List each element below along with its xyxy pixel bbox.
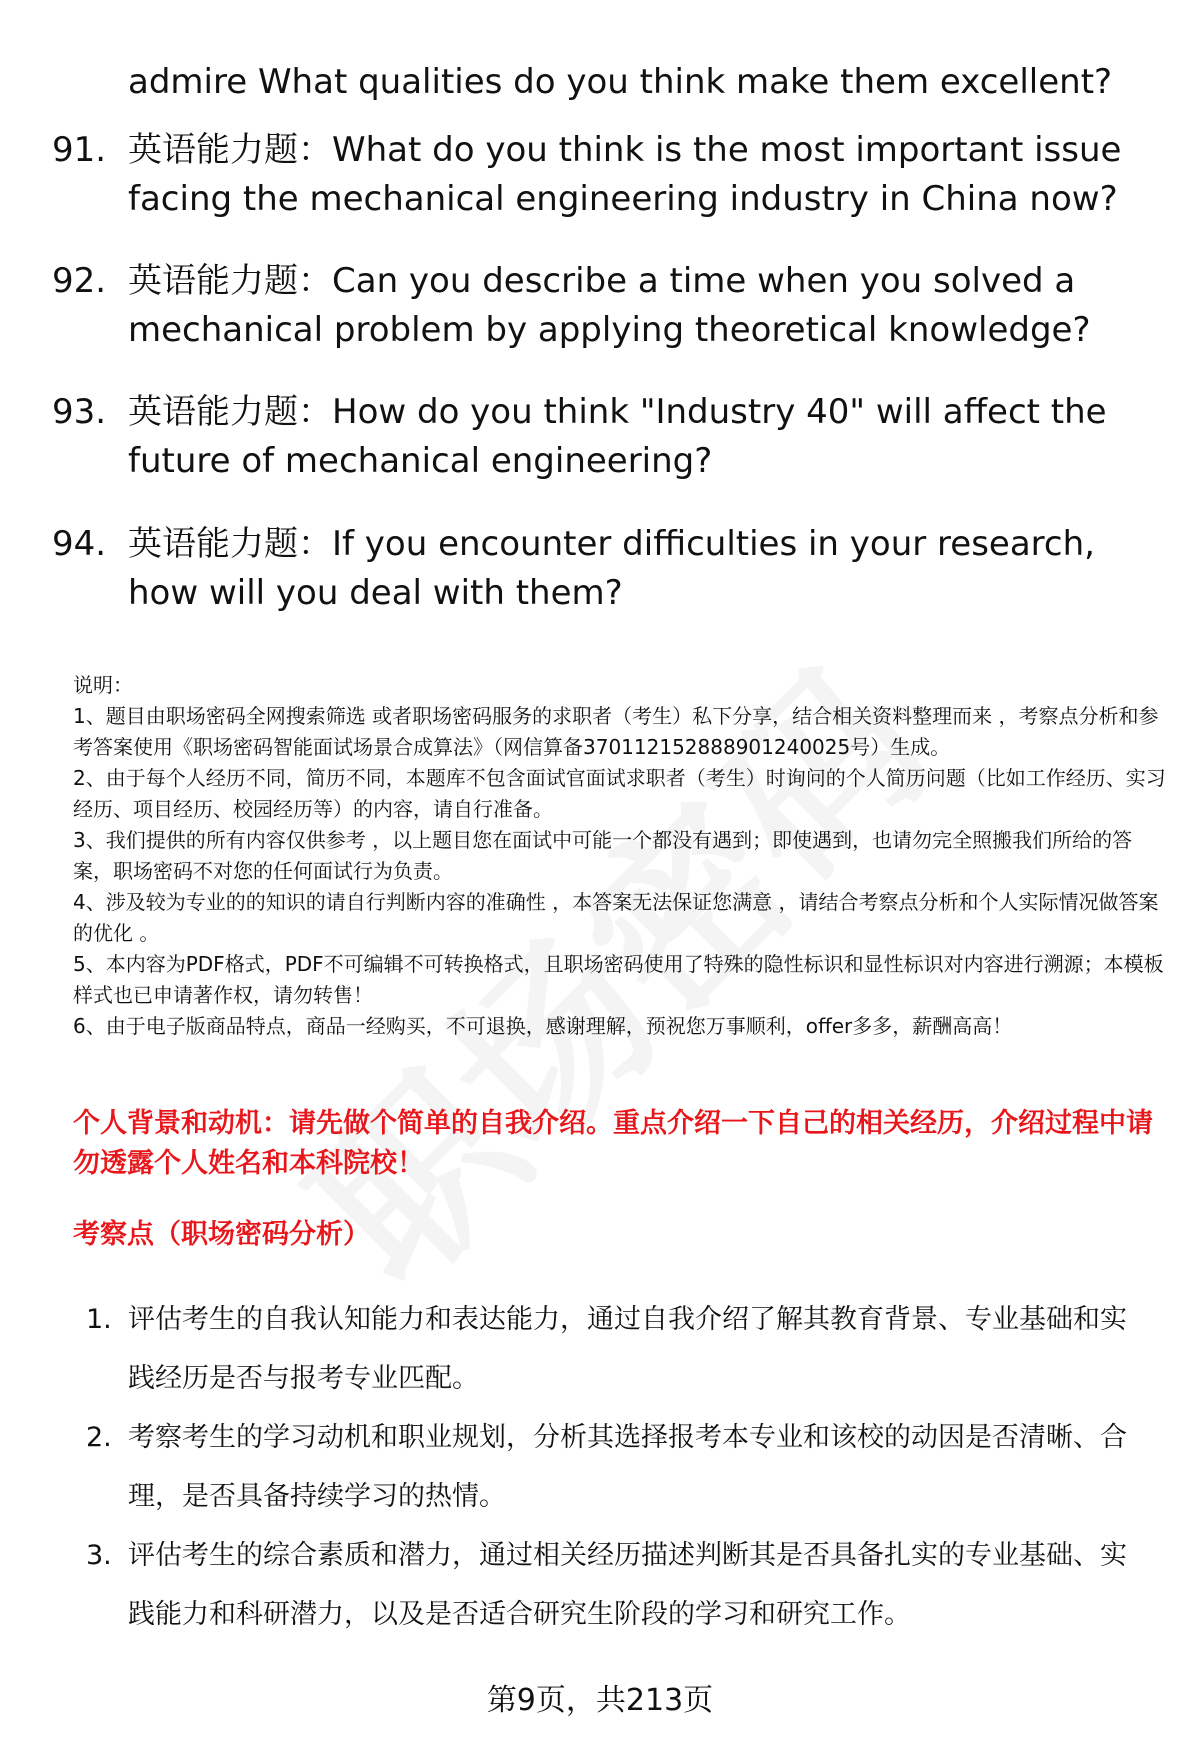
note-item: 2、由于每个人经历不同，简历不同，本题库不包含面试官面试求职者（考生）时询问的个人简历问题（比如工作经历、实习经历、项目经历、校园经历等）的内容，请自行准备。 (73, 766, 1166, 821)
question-text: 英语能力题：If you encounter difficulties in your research, how will you deal with them? (128, 524, 1095, 613)
analysis-item (0, 1290, 1148, 1408)
item-number: 2. (86, 1422, 112, 1453)
page-footer: 第9页，共213页 (486, 1683, 714, 1718)
notes-section (73, 670, 1168, 1042)
item-text: 考察考生的学习动机和职业规划，分析其选择报考本专业和该校的动因是否清晰、合理，是否具备持续学习的热情。 (128, 1422, 1127, 1512)
question-text: 英语能力题：Can you describe a time when you solved a mechanical problem by applying theoretical knowledge? (128, 261, 1091, 350)
question-number: 93. (52, 392, 107, 432)
item-text: 评估考生的自我认知能力和表达能力，通过自我介绍了解其教育背景、专业基础和实践经历是否与报考专业匹配。 (128, 1304, 1127, 1394)
analysis-heading: 考察点（职场密码分析） (73, 1219, 370, 1250)
section-question: 个人背景和动机：请先做个简单的自我介绍。重点介绍一下自己的相关经历，介绍过程中请勿透露个人姓名和本科院校！ (73, 1108, 1153, 1179)
note-item: 4、涉及较为专业的的知识的请自行判断内容的准确性 ，本答案无法保证您满意 ，请结合考察点分析和个人实际情况做答案的优化 。 (73, 890, 1159, 945)
note-item: 6、由于电子版商品特点，商品一经购买，不可退换，感谢理解，预祝您万事顺利，offer多多，薪酬高高！ (73, 1014, 1013, 1038)
analysis-item (0, 1408, 1148, 1526)
note-item: 5、本内容为PDF格式，PDF不可编辑不可转换格式，且职场密码使用了特殊的隐性标识和显性标识对内容进行溯源；本模板样式也已申请著作权，请勿转售！ (73, 952, 1164, 1007)
item-number: 3. (86, 1540, 112, 1571)
analysis-item (0, 1526, 1148, 1644)
question-text: 英语能力题：What do you think is the most important issue facing the mechanical engineering industry in China now? (128, 130, 1122, 219)
analysis-list (0, 1290, 1200, 1644)
item-text: 评估考生的综合素质和潜力，通过相关经历描述判断其是否具备扎实的专业基础、实践能力和科研潜力，以及是否适合研究生阶段的学习和研究工作。 (128, 1540, 1127, 1630)
item-number: 1. (86, 1304, 112, 1335)
note-item: 3、我们提供的所有内容仅供参考 ，以上题目您在面试中可能一个都没有遇到；即使遇到，也请勿完全照搬我们所给的答案，职场密码不对您的任何面试行为负责。 (73, 828, 1133, 883)
question-text: admire What qualities do you think make them excellent? (128, 62, 1113, 102)
note-item: 1、题目由职场密码全网搜索筛选 或者职场密码服务的求职者（考生）私下分享，结合相关资料整理而来 ，考察点分析和参考答案使用《职场密码智能面试场景合成算法》（网信算备370112152888901240025号）生成。 (73, 704, 1159, 759)
question-number: 92. (52, 261, 107, 301)
question-number: 91. (52, 130, 107, 170)
question-number: 94. (52, 524, 107, 564)
question-text: 英语能力题：How do you think "Industry 40" will affect the future of mechanical engineering? (128, 392, 1107, 481)
notes-title: 说明： (73, 673, 133, 697)
